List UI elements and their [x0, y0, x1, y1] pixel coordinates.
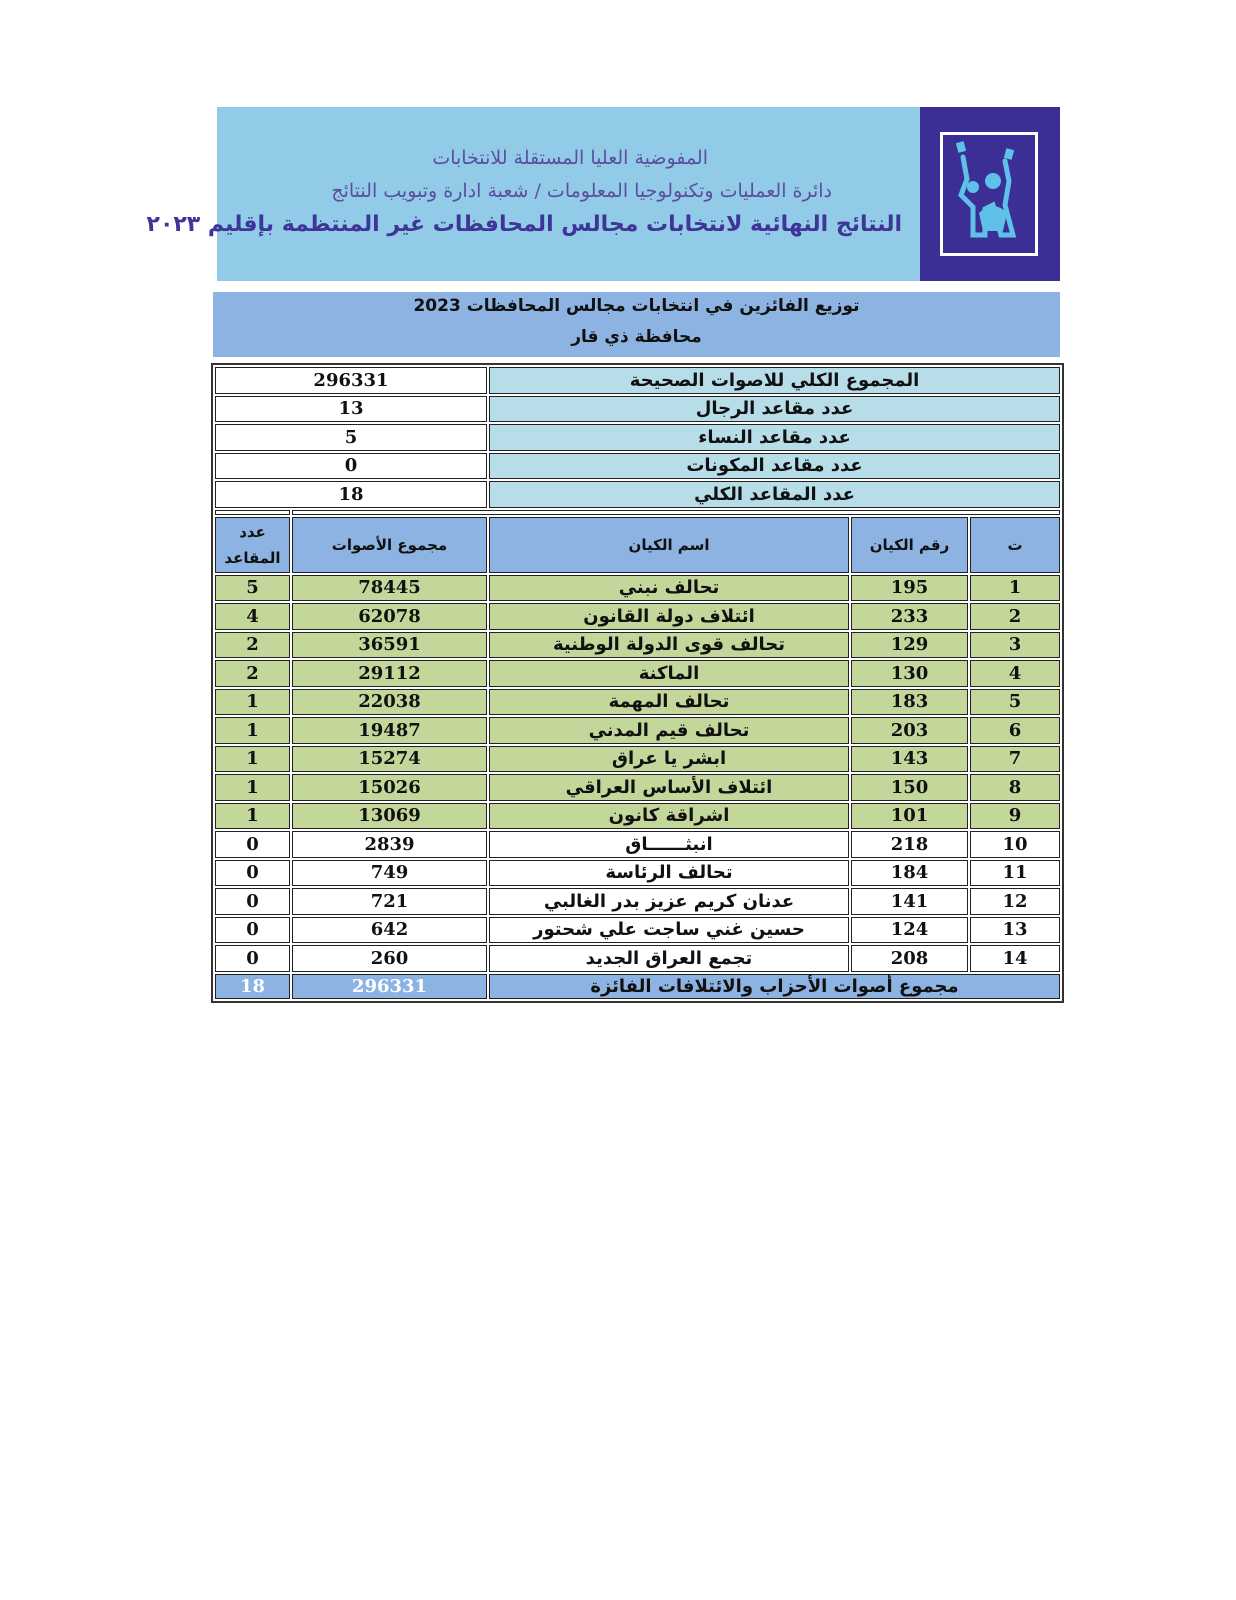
- row-seq: 3: [970, 632, 1060, 659]
- header-seq: ت: [970, 517, 1060, 573]
- header-text: [146, 107, 920, 281]
- ihec-logo-icon: [920, 107, 1060, 281]
- row-entity-name: ابشر يا عراق: [489, 746, 849, 773]
- row-entity-name: ائتلاف دولة القانون: [489, 603, 849, 630]
- row-seats: 0: [215, 945, 290, 972]
- row-seats: 1: [215, 746, 290, 773]
- row-entity-name: تحالف المهمة: [489, 689, 849, 716]
- summary-label: عدد مقاعد النساء: [489, 424, 1060, 451]
- summary-label: عدد مقاعد الرجال: [489, 396, 1060, 423]
- row-seq: 8: [970, 774, 1060, 801]
- logo-frame: [940, 132, 1038, 256]
- row-entity-name: تحالف نبني: [489, 575, 849, 602]
- row-entity-name: تحالف الرئاسة: [489, 860, 849, 887]
- header-seats: عدد المقاعد: [215, 517, 290, 573]
- summary-value: 18: [215, 481, 487, 508]
- commission-name: المفوضية العليا المستقلة للانتخابات: [432, 147, 708, 169]
- table-row: [215, 575, 1060, 602]
- table-row: [215, 917, 1060, 944]
- row-seq: 10: [970, 831, 1060, 858]
- table-row: [215, 689, 1060, 716]
- logo-figure-icon: [943, 135, 1035, 253]
- row-seq: 5: [970, 689, 1060, 716]
- row-seq: 13: [970, 917, 1060, 944]
- row-entity-no: 218: [851, 831, 968, 858]
- row-seq: 6: [970, 717, 1060, 744]
- row-entity-no: 124: [851, 917, 968, 944]
- row-seq: 14: [970, 945, 1060, 972]
- banner-subtitle: محافظة ذي قار: [571, 327, 702, 347]
- row-entity-no: 208: [851, 945, 968, 972]
- row-entity-name: تجمع العراق الجديد: [489, 945, 849, 972]
- summary-row: [215, 396, 1060, 423]
- total-seats: 18: [215, 974, 290, 999]
- total-row: [215, 974, 1060, 999]
- row-seats: 5: [215, 575, 290, 602]
- row-entity-name: ائتلاف الأساس العراقي: [489, 774, 849, 801]
- table-header-row: [215, 517, 1060, 573]
- summary-label: المجموع الكلي للاصوات الصحيحة: [489, 367, 1060, 394]
- row-entity-no: 129: [851, 632, 968, 659]
- row-entity-no: 141: [851, 888, 968, 915]
- summary-row: [215, 481, 1060, 508]
- row-seats: 2: [215, 660, 290, 687]
- row-seq: 1: [970, 575, 1060, 602]
- table-row: [215, 888, 1060, 915]
- row-seq: 9: [970, 803, 1060, 830]
- row-entity-no: 130: [851, 660, 968, 687]
- row-entity-name: عدنان كريم عزيز بدر الغالبي: [489, 888, 849, 915]
- row-votes: 22038: [292, 689, 487, 716]
- row-seats: 1: [215, 689, 290, 716]
- table-row: [215, 632, 1060, 659]
- row-seats: 1: [215, 803, 290, 830]
- row-votes: 15026: [292, 774, 487, 801]
- row-entity-no: 143: [851, 746, 968, 773]
- table-row: [215, 803, 1060, 830]
- summary-label: عدد المقاعد الكلي: [489, 481, 1060, 508]
- row-entity-name: انبثــــــاق: [489, 831, 849, 858]
- page-header: [146, 107, 1060, 281]
- row-seq: 12: [970, 888, 1060, 915]
- row-votes: 260: [292, 945, 487, 972]
- document-title: النتائج النهائية لانتخابات مجالس المحافظات غير المنتظمة بإقليم ٢٠٢٣: [146, 212, 902, 237]
- table-row: [215, 603, 1060, 630]
- row-entity-name: تحالف قوى الدولة الوطنية: [489, 632, 849, 659]
- row-seats: 0: [215, 831, 290, 858]
- row-entity-name: حسين غني ساجت علي شحتور: [489, 917, 849, 944]
- row-seq: 4: [970, 660, 1060, 687]
- summary-value: 296331: [215, 367, 487, 394]
- row-entity-name: الماكنة: [489, 660, 849, 687]
- header-entity-name: اسم الكيان: [489, 517, 849, 573]
- row-entity-no: 184: [851, 860, 968, 887]
- row-entity-name: اشراقة كانون: [489, 803, 849, 830]
- results-table: [211, 363, 1064, 1003]
- row-votes: 36591: [292, 632, 487, 659]
- row-votes: 2839: [292, 831, 487, 858]
- row-votes: 721: [292, 888, 487, 915]
- summary-label: عدد مقاعد المكونات: [489, 453, 1060, 480]
- row-votes: 19487: [292, 717, 487, 744]
- row-entity-no: 150: [851, 774, 968, 801]
- row-votes: 13069: [292, 803, 487, 830]
- row-seats: 0: [215, 888, 290, 915]
- row-seats: 1: [215, 717, 290, 744]
- row-votes: 29112: [292, 660, 487, 687]
- row-seats: 1: [215, 774, 290, 801]
- row-seats: 2: [215, 632, 290, 659]
- row-seats: 0: [215, 917, 290, 944]
- table-row: [215, 746, 1060, 773]
- row-votes: 642: [292, 917, 487, 944]
- spacer-row: [215, 510, 1060, 515]
- row-seats: 4: [215, 603, 290, 630]
- table-row: [215, 660, 1060, 687]
- header-entity-no: رقم الكيان: [851, 517, 968, 573]
- row-seq: 7: [970, 746, 1060, 773]
- row-votes: 15274: [292, 746, 487, 773]
- total-votes: 296331: [292, 974, 487, 999]
- row-seq: 11: [970, 860, 1060, 887]
- row-entity-no: 183: [851, 689, 968, 716]
- header-votes: مجموع الأصوات: [292, 517, 487, 573]
- banner-title: توزيع الفائزين في انتخابات مجالس المحافظات 2023: [413, 296, 860, 316]
- summary-row: [215, 424, 1060, 451]
- department-name: دائرة العمليات وتكنولوجيا المعلومات / شعبة ادارة وتبويب النتائج: [331, 180, 832, 202]
- table-row: [215, 831, 1060, 858]
- row-votes: 749: [292, 860, 487, 887]
- row-seats: 0: [215, 860, 290, 887]
- row-entity-name: تحالف قيم المدني: [489, 717, 849, 744]
- row-votes: 78445: [292, 575, 487, 602]
- spacer-cell: [292, 510, 1060, 515]
- row-entity-no: 101: [851, 803, 968, 830]
- table-row: [215, 860, 1060, 887]
- summary-row: [215, 453, 1060, 480]
- total-label: مجموع أصوات الأحزاب والائتلافات الفائزة: [489, 974, 1060, 999]
- summary-row: [215, 367, 1060, 394]
- summary-value: 13: [215, 396, 487, 423]
- spacer-cell: [215, 510, 290, 515]
- summary-value: 5: [215, 424, 487, 451]
- results-rows: [215, 575, 1060, 972]
- results-banner: [213, 292, 1060, 357]
- row-seq: 2: [970, 603, 1060, 630]
- row-entity-no: 195: [851, 575, 968, 602]
- row-votes: 62078: [292, 603, 487, 630]
- table-row: [215, 774, 1060, 801]
- table-row: [215, 945, 1060, 972]
- summary-value: 0: [215, 453, 487, 480]
- row-entity-no: 203: [851, 717, 968, 744]
- row-entity-no: 233: [851, 603, 968, 630]
- table-row: [215, 717, 1060, 744]
